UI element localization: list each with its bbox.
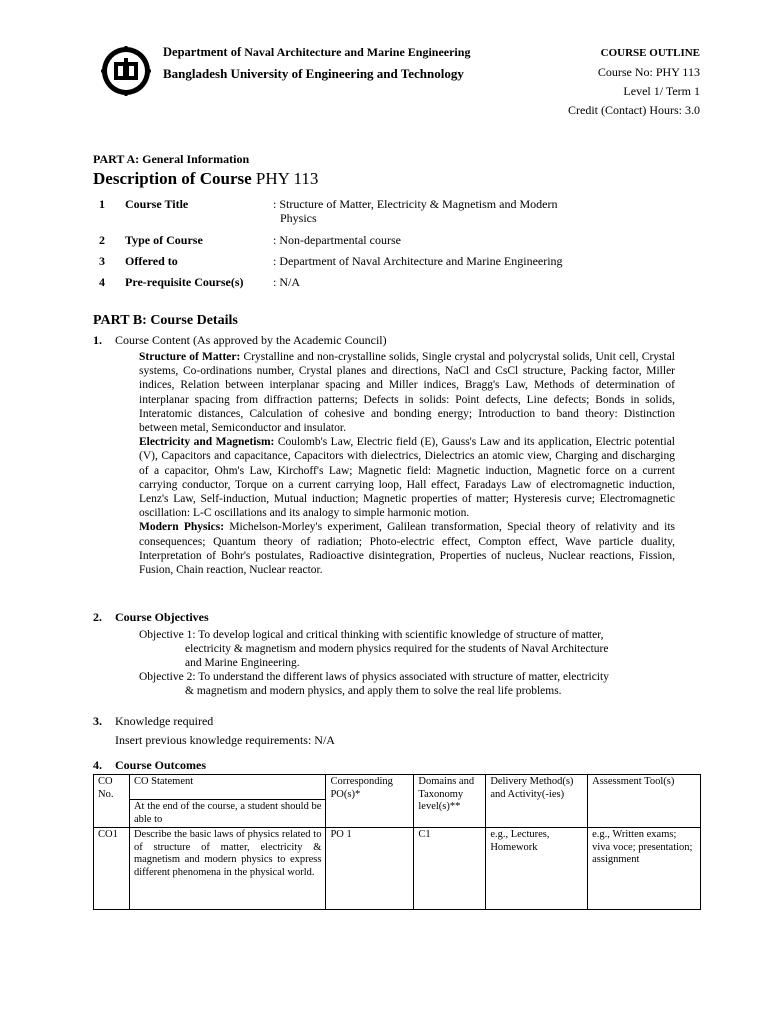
section-title: Course Content (As approved by the Academic Council) (115, 333, 387, 347)
objective-1 (139, 628, 679, 670)
desc-code: PHY 113 (255, 169, 319, 188)
section-title: Knowledge required (115, 714, 214, 728)
info-num: 3 (99, 254, 105, 268)
info-value: : N/A (273, 275, 300, 289)
cell-assessment: e.g., Written exams; viva voce; presentation; assignment (588, 828, 701, 910)
dept-prefix: Department of (163, 45, 242, 59)
section-title: Course Outcomes (115, 758, 206, 772)
course-description-title (93, 169, 318, 189)
header-co-statement: CO Statement (129, 775, 325, 800)
cell-delivery: e.g., Lectures, Homework (486, 828, 588, 910)
objective-line: Objective 2: To understand the different laws of physics associated with structure of matter, electricity (139, 671, 609, 683)
info-value: : Department of Naval Architecture and Marine Engineering (273, 254, 563, 268)
content-head: Structure of Matter: (139, 351, 241, 363)
objective-line: & magnetism and modern physics, and apply them to solve the real life problems. (185, 685, 562, 697)
cell-domain: C1 (414, 828, 486, 910)
table-row (94, 828, 701, 910)
header-delivery: Delivery Method(s) and Activity(-ies) (486, 775, 588, 828)
table-header-row (94, 775, 701, 800)
info-label: Course Title (125, 197, 189, 211)
part-b-heading: PART B: Course Details (93, 313, 238, 328)
cell-co: CO1 (94, 828, 130, 910)
section-number: 4. (93, 758, 102, 772)
desc-prefix: Description of Course (93, 169, 252, 188)
info-value-line2: Physics (280, 211, 317, 225)
course-number: Course No: PHY 113 (597, 65, 700, 79)
header-co-no: CO No. (94, 775, 130, 828)
header-domain: Domains and Taxonomy level(s)** (414, 775, 486, 828)
part-a-heading: PART A: General Information (93, 152, 250, 166)
info-label: Offered to (125, 254, 178, 268)
course-outcomes-table (93, 774, 701, 910)
university-logo (100, 45, 152, 97)
header-po: Corresponding PO(s)* (326, 775, 414, 828)
content-structure-of-matter (139, 350, 675, 435)
cell-po: PO 1 (326, 828, 414, 910)
content-head: Modern Physics: (139, 521, 225, 534)
content-modern-physics (139, 520, 675, 577)
info-label: Pre-requisite Course(s) (125, 275, 244, 289)
level-term: Level 1/ Term 1 (623, 84, 700, 98)
course-content (139, 350, 675, 577)
info-value: : Non-departmental course (273, 233, 401, 247)
department-name (163, 45, 470, 60)
credit-hours: Credit (Contact) Hours: 3.0 (568, 103, 700, 117)
objective-line: electricity & magnetism and modern physics required for the students of Naval Architecture (185, 643, 609, 655)
section-title: Course Objectives (115, 610, 209, 624)
content-head: Electricity and Magnetism: (139, 436, 275, 449)
section-number: 2. (93, 610, 102, 624)
dept-name-text: Naval Architecture and Marine Engineering (244, 45, 471, 59)
section-number: 1. (93, 333, 102, 347)
objective-line: and Marine Engineering. (185, 657, 300, 669)
course-meta (568, 44, 700, 120)
objective-2 (139, 670, 679, 698)
info-num: 1 (99, 197, 105, 211)
info-num: 4 (99, 275, 105, 289)
cell-statement: Describe the basic laws of physics related to of structure of matter, electricity & magnetism and modern physics to express different phenomena in the physical world. (129, 828, 325, 910)
university-name: Bangladesh University of Engineering and Technology (163, 66, 464, 81)
outline-title: COURSE OUTLINE (600, 47, 700, 59)
header-assessment: Assessment Tool(s) (588, 775, 701, 828)
objective-line: Objective 1: To develop logical and critical thinking with scientific knowledge of structure of matter, (139, 629, 604, 641)
content-text: Crystalline and non-crystalline solids, Single crystal and polycrystal solids, Unit cell, Crystal systems, Co-ordinations number, Crystal planes and directions, NaCl and CsCl structure, Packing factor, Miller indices, Relation between interplanar spacing and Miller indices, Bragg's Law, Methods of determination of interplanar spacing from diffraction patterns; Defects in solids: Point defects, Line defects; Bonds in solids, Interatomic distances, Calculation of cohesive and bonding energy; Introduction to band theory: Distinction between metal, Semiconductor and insulator. (139, 351, 676, 435)
info-value (273, 197, 603, 225)
section-number: 3. (93, 714, 102, 728)
header-co-statement-sub: At the end of the course, a student should be able to (129, 800, 325, 828)
info-value-line: : Structure of Matter, Electricity & Magnetism and Modern (273, 197, 558, 211)
info-label: Type of Course (125, 233, 203, 247)
knowledge-requirements: Insert previous knowledge requirements: N/A (115, 733, 335, 747)
info-num: 2 (99, 233, 105, 247)
content-text: Coulomb's Law, Electric field (E), Gauss's Law and its application, Electric potential (V), Capacitors and capacitance, Capacitors with dielectrics, Dielectrics an atomic view, Charging and discharging of a capacitor, Ohm's Law, Kirchoff's Law; Magnetic field: Magnetic induction, Magnetic force on a current carrying conductor, Torque on a current carrying loop, Hall effect, Faradays Law of electromagnetic induction, Lenz's Law, Self-induction, Mutual induction; Magnetic properties of matter; Hysteresis curve; Electromagnetic oscillation: L-C oscillations and its analogy to simple harmonic motion. (139, 436, 675, 520)
content-text: Michelson-Morley's experiment, Galilean transformation, Special theory of relativity and its consequences; Quantum theory of radiation; Photo-electric effect, Compton effect, Wave particle duality, Interpretation of Bohr's postulates, Radioactive disintegration, Properties of nucleus, Nuclear reactions, Fission, Fusion, Chain reaction, Nuclear reactor. (139, 521, 675, 577)
content-electricity-magnetism (139, 435, 675, 520)
